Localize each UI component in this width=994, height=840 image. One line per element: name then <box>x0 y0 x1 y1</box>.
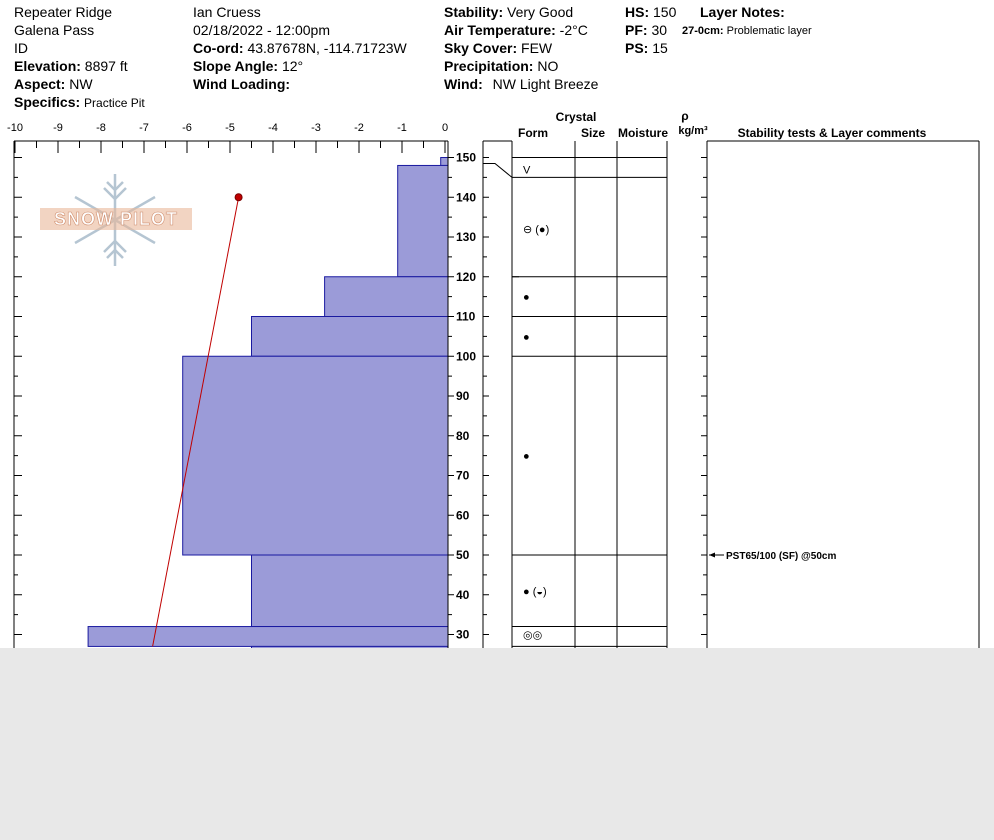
temperature-tick-label: -5 <box>225 122 235 134</box>
stability-column-header: Stability tests & Layer comments <box>737 126 927 140</box>
temperature-point <box>235 194 242 201</box>
height-tick-label: 130 <box>456 230 477 244</box>
temperature-tick-label: -8 <box>96 122 106 134</box>
slope-label: Slope Angle: <box>193 58 279 74</box>
crystal-form-symbol: ⊖ (●) <box>523 224 550 237</box>
specifics-value: Practice Pit <box>84 96 145 110</box>
height-tick-label: 100 <box>456 349 477 364</box>
height-tick-label: 40 <box>456 587 470 602</box>
precip-label: Precipitation: <box>444 58 534 74</box>
height-tick-label: 30 <box>456 627 470 642</box>
elevation-label: Elevation: <box>14 58 81 74</box>
height-tick-label: 150 <box>456 150 477 165</box>
hardness-bar <box>88 627 448 647</box>
sky-value: FEW <box>521 40 553 56</box>
layer-notes-label: Layer Notes: <box>700 4 785 20</box>
hardness-bar <box>252 317 449 357</box>
layer-note-text: Problematic layer <box>726 25 812 37</box>
slope-value: 12° <box>281 58 304 74</box>
coord-value: 43.87678N, -114.71723W <box>247 40 407 56</box>
aspect-value: NW <box>69 76 93 92</box>
layer-connector-line <box>483 164 512 178</box>
height-tick-label: 120 <box>456 269 477 284</box>
height-tick-label: 60 <box>456 508 470 523</box>
moisture-column-header: Moisture <box>617 126 669 140</box>
height-tick-label: 140 <box>456 190 477 205</box>
height-tick-label: 110 <box>456 309 476 324</box>
snowflake-icon <box>38 170 198 270</box>
air-temp-value: -2°C <box>559 22 588 38</box>
hardness-bar <box>325 277 448 317</box>
form-column-header: Form <box>518 126 548 140</box>
snowpilot-logo <box>38 170 198 270</box>
crystal-form-symbol: ● (◒) <box>523 585 547 598</box>
rho-column-header: ρ <box>681 109 689 123</box>
height-tick-label: 50 <box>456 548 470 562</box>
density-column-header: kg/m³ <box>678 125 708 137</box>
height-tick-label: 90 <box>456 389 470 403</box>
size-column-header: Size <box>580 126 606 140</box>
coord-label: Co-ord: <box>193 40 244 56</box>
precip-value: NO <box>537 58 559 74</box>
observer-name: Ian Cruess <box>193 4 261 20</box>
temperature-tick-label: 0 <box>441 122 449 134</box>
ps-value: 15 <box>652 40 668 56</box>
temperature-tick-label: -7 <box>139 122 149 134</box>
specifics-label: Specifics: <box>14 94 81 110</box>
wind-label: Wind: <box>444 76 483 92</box>
wind-value: NW Light Breeze <box>492 76 599 92</box>
location-name: Repeater Ridge <box>14 4 113 20</box>
crystal-form-symbol: ● <box>523 450 530 463</box>
pf-value: 30 <box>651 22 668 38</box>
hs-value: 150 <box>653 4 677 20</box>
temperature-tick-label: -6 <box>182 122 192 134</box>
crystal-form-symbol: ● <box>523 291 530 304</box>
temperature-tick-label: -4 <box>268 122 278 134</box>
layer-note-range: 27-0cm: <box>682 25 724 37</box>
area-name: Galena Pass <box>14 22 95 38</box>
ps-label: PS: <box>625 40 649 56</box>
crystal-form-symbol: ◎◎ <box>523 629 543 642</box>
hs-label: HS: <box>625 4 650 20</box>
stability-value: Very Good <box>507 4 574 20</box>
stability-test-arrowhead <box>709 553 715 558</box>
elevation-value: 8897 ft <box>84 58 128 74</box>
height-tick-label: 70 <box>456 468 470 483</box>
aspect-label: Aspect: <box>14 76 66 92</box>
sky-label: Sky Cover: <box>444 40 518 56</box>
temperature-tick-label: -3 <box>311 122 321 134</box>
crystal-column-header: Crystal <box>555 110 597 124</box>
stability-label: Stability: <box>444 4 504 20</box>
temperature-tick-label: -1 <box>397 122 407 134</box>
temperature-tick-label: -9 <box>53 122 63 134</box>
hardness-bar <box>441 158 448 166</box>
wind-loading-label: Wind Loading: <box>193 76 291 92</box>
temperature-tick-label: -2 <box>354 122 364 134</box>
hardness-bar <box>252 555 449 627</box>
pf-label: PF: <box>625 22 648 38</box>
id-label: ID <box>14 40 28 56</box>
logo-text: SNOW PILOT <box>54 209 178 229</box>
temperature-tick-label: -10 <box>7 122 23 134</box>
height-tick-label: 80 <box>456 428 470 443</box>
air-temp-label: Air Temperature: <box>444 22 556 38</box>
hardness-bar <box>398 165 448 276</box>
hardness-bar <box>183 356 448 555</box>
observation-datetime: 02/18/2022 - 12:00pm <box>193 22 330 38</box>
crystal-form-symbol: V <box>523 164 531 177</box>
crystal-form-symbol: ● <box>523 331 530 344</box>
stability-test-label: PST65/100 (SF) @50cm <box>726 551 837 562</box>
hardness-bar <box>252 646 449 648</box>
